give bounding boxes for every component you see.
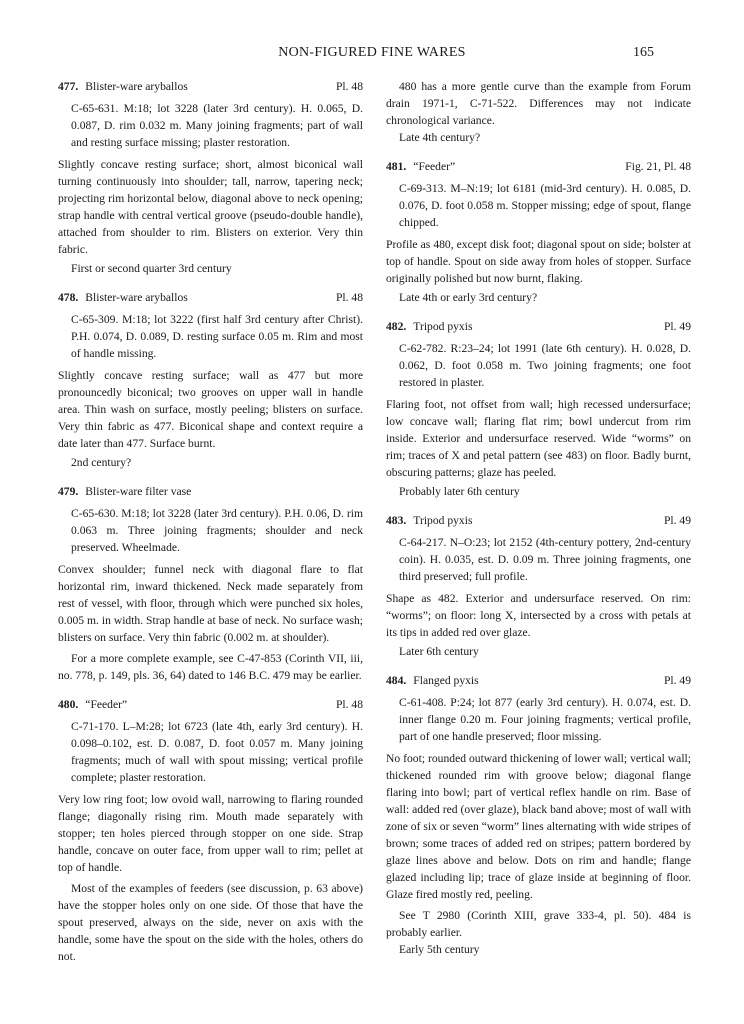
entry-reference: C-62-782. R:23–24; lot 1991 (late 6th century). H. 0.028, D. 0.062, D. foot 0.058 m. Two joining fragments; one foot restored in plaster. bbox=[399, 342, 691, 389]
plate-reference: Pl. 48 bbox=[335, 80, 363, 93]
entry-description: Slightly concave resting surface; short, almost biconical wall turning continuously into shoulder; tall, narrow, tapering neck; projecting rim horizontal below, diagonal above to neck opening; strap handle with central vertical groove (pseudo-double handle), attached from shoulder to rim. Blisters on exterior. Very thin fabric. bbox=[58, 158, 363, 256]
entry-description: No foot; rounded outward thickening of lower wall; vertical wall; thickened rounded rim with groove below; diagonal flange flaring into bowl; part of vertical reflex handle on rim. Base of wall: added red (over glaze), black band above; most of wall with zone of six or seven “worm” lines alternating with wide stripes of brown; some traces of added red on stripes; pattern bordered by glaze lines above and below. Dots on rim and handle; flange glazed including lip; trace of glaze inside at beginning of floor. Glaze fired mostly red, peeling. bbox=[386, 752, 691, 901]
entry-number: 484. bbox=[386, 674, 407, 687]
entry-date: 2nd century? bbox=[71, 456, 132, 469]
left-column bbox=[58, 78, 363, 977]
catalog-entry-481 bbox=[386, 158, 691, 306]
plate-reference: Pl. 48 bbox=[335, 698, 363, 711]
entry-date: Later 6th century bbox=[399, 645, 479, 658]
entry-description: Shape as 482. Exterior and undersurface reserved. On rim: “worms”; on floor: long X, intersected by a cross with petals at its tips in added red over glaze. bbox=[386, 592, 691, 639]
plate-reference: Pl. 49 bbox=[663, 674, 691, 687]
entry-title: Blister-ware filter vase bbox=[85, 485, 192, 498]
entry-reference: C-65-631. M:18; lot 3228 (later 3rd century). H. 0.065, D. 0.087, D. rim 0.032 m. Many joining fragments; part of wall and resting surface missing; plaster restoration. bbox=[71, 102, 363, 149]
entry-description: Very low ring foot; low ovoid wall, narrowing to flaring rounded flange; diagonally rising rim. Mouth made separately with stopper; ten holes pierced through stopper on one side. Strap handle, concave on outer face, from upper wall to rim; pellet at top of handle. bbox=[58, 793, 363, 874]
catalog-entry-480-continued bbox=[386, 78, 691, 146]
entry-number: 477. bbox=[58, 80, 79, 93]
right-column bbox=[386, 78, 691, 970]
entry-date: Early 5th century bbox=[399, 943, 480, 956]
entry-date: Late 4th or early 3rd century? bbox=[399, 291, 538, 304]
entry-title: Tripod pyxis bbox=[413, 320, 473, 333]
plate-reference: Pl. 48 bbox=[335, 291, 363, 304]
entry-number: 481. bbox=[386, 160, 407, 173]
page-number: 165 bbox=[633, 45, 654, 60]
catalog-entry-479 bbox=[58, 483, 363, 684]
entry-date: First or second quarter 3rd century bbox=[71, 262, 232, 275]
entry-continuation: 480 has a more gentle curve than the example from Forum drain 1971-1, C-71-522. Differences may not indicate chronological variance. bbox=[386, 80, 691, 127]
catalog-entry-480 bbox=[58, 696, 363, 965]
entry-heading bbox=[58, 289, 363, 306]
entry-description: Convex shoulder; funnel neck with diagonal flare to flat horizontal rim, inward thickened. Neck made separately from rest of vessel, with floor, through which were punched six holes, 0.005 m. in width. Strap handle at base of neck. No surface wash; blisters on surface. Very thin fabric (0.002 m. at shoulder). bbox=[58, 563, 363, 644]
entry-number: 483. bbox=[386, 514, 407, 527]
entry-note: Most of the examples of feeders (see discussion, p. 63 above) have the stopper holes only on one side. Of those that have the spout preserved, always on the side, never on axis with the handle, some have the spout on the side with the holes, others do not. bbox=[58, 882, 363, 963]
plate-reference: Pl. 49 bbox=[663, 320, 691, 333]
entry-title: “Feeder” bbox=[413, 160, 456, 173]
entry-description: Profile as 480, except disk foot; diagonal spout on side; bolster at top of handle. Spout on side away from holes of stopper. Surface originally polished but now burnt, flaking. bbox=[386, 238, 691, 285]
entry-note: See T 2980 (Corinth XIII, grave 333-4, pl. 50). 484 is probably earlier. bbox=[386, 909, 691, 939]
entry-date: Late 4th century? bbox=[399, 131, 481, 144]
catalog-entry-484 bbox=[386, 672, 691, 958]
catalog-entry-483 bbox=[386, 512, 691, 660]
catalog-entry-482 bbox=[386, 318, 691, 500]
entry-number: 478. bbox=[58, 291, 79, 304]
entry-title: Tripod pyxis bbox=[413, 514, 473, 527]
entry-number: 480. bbox=[58, 698, 79, 711]
entry-number: 482. bbox=[386, 320, 407, 333]
entry-date: Probably later 6th century bbox=[399, 485, 520, 498]
entry-title: Flanged pyxis bbox=[413, 674, 479, 687]
entry-reference: C-71-170. L–M:28; lot 6723 (late 4th, early 3rd century). H. 0.098–0.102, est. D. 0.087, D. foot 0.057 m. Many joining fragments; much of wall with spout missing; vertical profile complete; plaster restoration. bbox=[71, 720, 363, 784]
entry-title: Blister-ware aryballos bbox=[85, 291, 188, 304]
entry-heading bbox=[386, 512, 691, 529]
entry-reference: C-65-309. M:18; lot 3222 (first half 3rd century after Christ). P.H. 0.074, D. 0.089, D. resting surface 0.05 m. Rim and most of handle missing. bbox=[71, 313, 363, 360]
entry-heading bbox=[58, 78, 363, 95]
entry-number: 479. bbox=[58, 485, 79, 498]
entry-note: For a more complete example, see C-47-853 (Corinth VII, iii, no. 778, p. 149, pls. 36, 64) dated to 146 B.C. 479 may be earlier. bbox=[58, 652, 363, 682]
entry-description: Slightly concave resting surface; wall as 477 but more pronouncedly biconical; two grooves on upper wall in handle area. Thin wash on surface, mostly peeling; blisters on surface. Very thin fabric as 477. Biconical shape and context require a date later than 477. Surface burnt. bbox=[58, 369, 363, 450]
entry-title: “Feeder” bbox=[85, 698, 128, 711]
entry-heading bbox=[386, 318, 691, 335]
entry-heading bbox=[386, 672, 691, 689]
entry-reference: C-64-217. N–O:23; lot 2152 (4th-century pottery, 2nd-century coin). H. 0.035, est. D. 0.09 m. Three joining fragments, one third preserved; full profile. bbox=[399, 536, 691, 583]
entry-heading bbox=[58, 483, 363, 500]
entry-heading bbox=[58, 696, 363, 713]
entry-heading bbox=[386, 158, 691, 175]
entry-title: Blister-ware aryballos bbox=[85, 80, 188, 93]
page-header bbox=[0, 45, 744, 65]
running-head: NON-FIGURED FINE WARES bbox=[278, 45, 466, 60]
plate-reference: Fig. 21, Pl. 48 bbox=[625, 160, 691, 173]
plate-reference: Pl. 49 bbox=[663, 514, 691, 527]
catalog-entry-477 bbox=[58, 78, 363, 277]
entry-description: Flaring foot, not offset from wall; high recessed undersurface; low concave wall; flaring flat rim; bowl undercut from rim inside. Exterior and undersurface reserved. Wide “worms” on rim; traces of X and petal pattern (see 483) on floor. Badly burnt, obscuring patterns; glaze has peeled. bbox=[386, 398, 691, 479]
catalog-entry-478 bbox=[58, 289, 363, 471]
entry-reference: C-61-408. P:24; lot 877 (early 3rd century). H. 0.074, est. D. inner flange 0.20 m. Four joining fragments; vertical profile, part of one handle preserved; floor missing. bbox=[399, 696, 691, 743]
entry-reference: C-69-313. M–N:19; lot 6181 (mid-3rd century). H. 0.085, D. 0.076, D. foot 0.058 m. Stopper missing; edge of spout, flange chipped. bbox=[399, 182, 691, 229]
entry-reference: C-65-630. M:18; lot 3228 (later 3rd century). P.H. 0.06, D. rim 0.063 m. Three joining fragments; shoulder and neck preserved. Wheelmade. bbox=[71, 507, 363, 554]
